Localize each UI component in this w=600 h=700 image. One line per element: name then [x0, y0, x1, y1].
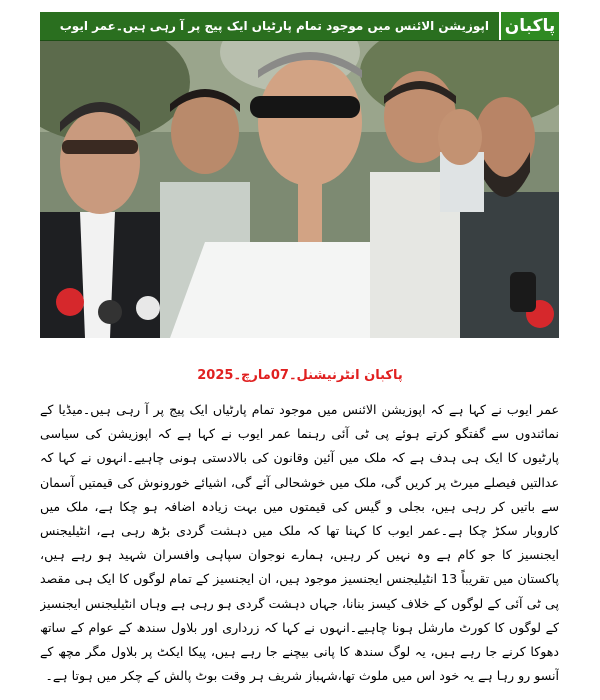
dateline: پاکبان انٹرنیشنل۔07مارچ۔2025: [197, 368, 403, 383]
article-body: عمر ایوب نے کہا ہے کہ اپوزیشن الائنس میں موجود تمام پارٹیاں ایک پیج پر آ رہی ہیں۔میڈیا کے نمائندوں سے گفتگو کرتے ہوئے پی ٹی آئی رہنما عمر ایوب نے کہا ہے کہ اپوزیشن کی سیاسی پارٹیوں کا ایک ہی ہدف ہے کہ ملک میں آئین وقانون کی بالادستی ہونی چاہیے۔انہوں نے کہا کہ عدالتیں فیصلے میرٹ پر کریں گی، ملک میں خوشحالی آئے گی، اشیائے خورونوش کی قیمتیں آسمان سے باتیں کر رہی ہیں، بجلی و گیس کی قیمتوں میں بہت زیادہ اضافہ ہو چکا ہے، ملک میں کاروبار سکڑ چکا ہے۔عمر ایوب کا کہنا تھا کہ ملک میں دہشت گردی بڑھ رہی ہے، انٹیلیجنس ایجنسیز کا جو کام ہے وہ نہیں کر رہیں، ہمارے نوجوان سپاہی وافسران شہید ہو رہے ہیں، پاکستان میں تقریباً 13 انٹیلیجنس ایجنسیز موجود ہیں، ان ایجنسیز کے تمام لوگوں کا ایک ہی مقصد پی ٹی آئی کے لوگوں کے خلاف کیسز بنانا، جہاں دہشت گردی ہو رہی ہے وہاں انٹیلیجنس ایجنسیز کے لوگوں کا کورٹ مارشل ہونا چاہیے۔انہوں نے کہا کہ زرداری اور بلاول سندھ کے عوام کے ساتھ دھوکا کرنے جا رہے ہیں، یہ لوگ سندھ کا پانی بیچنے جا رہے ہیں، پیکا ایکٹ پر بلاول مگر مچھ کے آنسو رو رہا ہے یہ خود اس میں ملوث تھا،شہباز شریف ہر وقت بوٹ پالش کے چکر میں ہوتا ہے۔: [40, 402, 559, 684]
headline-text: اپوزیشن الائنس میں موجود تمام پارٹیاں ایک پیج پر آ رہی ہیں۔عمر ایوب: [59, 19, 489, 33]
news-photo-frame: [40, 12, 559, 338]
brand-logo: پاکبان: [499, 12, 559, 40]
news-photo: [40, 12, 559, 338]
headline-banner: [40, 12, 559, 41]
